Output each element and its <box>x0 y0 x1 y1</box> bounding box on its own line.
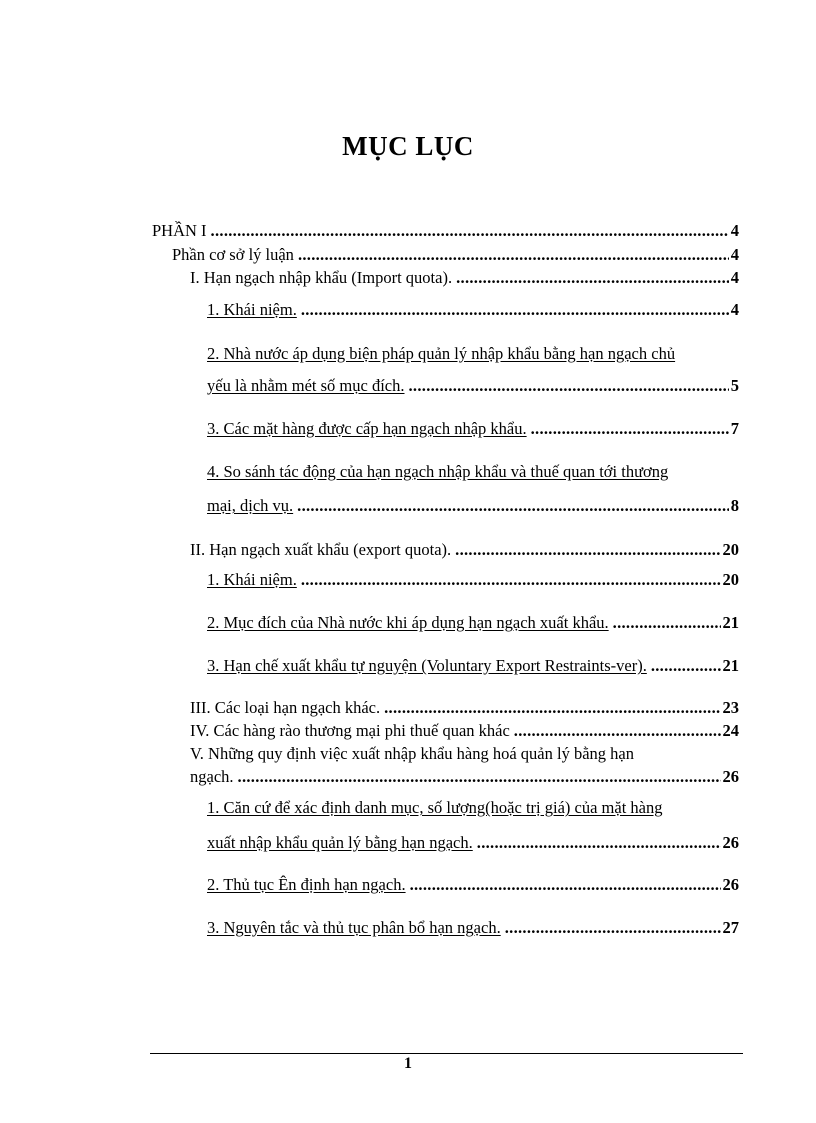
toc-entry-link[interactable]: xuất nhập khẩu quản lý bằng hạn ngạch. <box>207 833 473 852</box>
toc-page-number: 26 <box>722 767 739 786</box>
toc-page-number: 7 <box>730 419 739 438</box>
toc-leader <box>455 540 720 560</box>
toc-entry-1-3[interactable] <box>207 419 739 439</box>
toc-page-number: 20 <box>722 540 739 559</box>
toc-leader <box>456 268 729 288</box>
toc-leader <box>477 833 721 853</box>
toc-page-number: 23 <box>722 698 739 717</box>
toc-entry-1-2-line1[interactable]: 2. Nhà nước áp dụng biện pháp quản lý nhập khẩu bằng hạn ngạch chủ <box>207 344 676 363</box>
footer-page-number: 1 <box>404 1055 412 1072</box>
toc-leader <box>211 221 729 241</box>
toc-entry-link[interactable]: 2. Mục đích của Nhà nước khi áp dụng hạn ngạch xuất khẩu. <box>207 613 609 632</box>
toc-leader <box>514 721 721 741</box>
toc-entry-section-5-line1[interactable]: V. Những quy định việc xuất nhập khẩu hàng hoá quản lý bằng hạn <box>190 744 634 763</box>
toc-entry-link[interactable]: 3. Các mặt hàng được cấp hạn ngạch nhập khẩu. <box>207 419 527 438</box>
toc-page-number: 21 <box>722 613 739 632</box>
toc-leader <box>409 376 729 396</box>
toc-leader <box>301 300 729 320</box>
toc-entry-phan-1[interactable] <box>152 221 739 241</box>
toc-entry-2-2[interactable] <box>207 613 739 633</box>
toc-entry-section-3[interactable] <box>190 698 739 718</box>
toc-entry-link[interactable]: 1. Khái niệm. <box>207 300 297 319</box>
toc-page-number: 4 <box>730 221 739 240</box>
toc-entry-1-4-line1[interactable]: 4. So sánh tác động của hạn ngạch nhập khẩu và thuế quan tới thương <box>207 462 669 481</box>
toc-entry-5-3[interactable] <box>207 918 739 938</box>
toc-entry-label: II. Hạn ngạch xuất khẩu (export quota). <box>190 540 452 559</box>
toc-entry-1-2[interactable] <box>207 376 739 396</box>
toc-leader <box>410 875 721 895</box>
toc-entry-link[interactable]: 3. Nguyên tắc và thủ tục phân bổ hạn ngạch. <box>207 918 501 937</box>
toc-leader <box>531 419 729 439</box>
toc-entry-link[interactable]: mại, dịch vụ. <box>207 496 294 515</box>
toc-page-number: 4 <box>730 245 739 264</box>
toc-entry-label: I. Hạn ngạch nhập khẩu (Import quota). <box>190 268 453 287</box>
toc-leader <box>301 570 721 590</box>
toc-page-number: 5 <box>730 376 739 395</box>
toc-entry-5-2[interactable] <box>207 875 739 895</box>
toc-page-number: 27 <box>722 918 739 937</box>
toc-entry-link[interactable]: 3. Hạn chế xuất khẩu tự nguyện (Voluntary Export Restraints-ver). <box>207 656 647 675</box>
toc-entry-5-1-line1[interactable]: 1. Căn cứ để xác định danh mục, số lượng(hoặc trị giá) của mặt hàng <box>207 798 663 817</box>
toc-entry-2-3[interactable] <box>207 656 739 676</box>
toc-entry-label: Phần cơ sở lý luận <box>172 245 294 264</box>
toc-page-number: 21 <box>722 656 739 675</box>
toc-entry-label: IV. Các hàng rào thương mại phi thuế quan khác <box>190 721 510 740</box>
toc-entry-co-so-ly-luan[interactable] <box>172 245 739 265</box>
toc-page-number: 26 <box>722 833 739 852</box>
toc-entry-link[interactable]: 1. Khái niệm. <box>207 570 297 589</box>
footer-divider <box>150 1053 743 1054</box>
toc-leader <box>238 767 721 787</box>
toc-leader <box>298 245 729 265</box>
toc-leader <box>651 656 721 676</box>
toc-leader <box>505 918 721 938</box>
toc-entry-section-4[interactable] <box>190 721 739 741</box>
toc-entry-5-1[interactable] <box>207 833 739 853</box>
toc-entry-label: III. Các loại hạn ngạch khác. <box>190 698 381 717</box>
toc-page-number: 4 <box>730 268 739 287</box>
toc-entry-1-1[interactable] <box>207 300 739 320</box>
toc-page-number: 20 <box>722 570 739 589</box>
toc-entry-section-1[interactable] <box>190 268 739 288</box>
toc-entry-2-1[interactable] <box>207 570 739 590</box>
toc-page-number: 8 <box>730 496 739 515</box>
toc-page-number: 24 <box>722 721 739 740</box>
toc-page-number: 26 <box>722 875 739 894</box>
toc-leader <box>613 613 721 633</box>
toc-leader <box>384 698 720 718</box>
toc-entry-label: PHẦN I <box>152 221 207 240</box>
toc-entry-section-5[interactable] <box>190 767 739 787</box>
toc-entry-link[interactable]: yếu là nhằm mét số mục đích. <box>207 376 405 395</box>
toc-entry-label: ngạch. <box>190 767 234 786</box>
page-title: MỤC LỤC <box>342 131 474 161</box>
toc-entry-section-2[interactable] <box>190 540 739 560</box>
toc-entry-link[interactable]: 2. Thủ tục Ên định hạn ngạch. <box>207 875 406 894</box>
toc-entry-1-4[interactable] <box>207 496 739 516</box>
toc-leader <box>297 496 729 516</box>
toc-page-number: 4 <box>730 300 739 319</box>
